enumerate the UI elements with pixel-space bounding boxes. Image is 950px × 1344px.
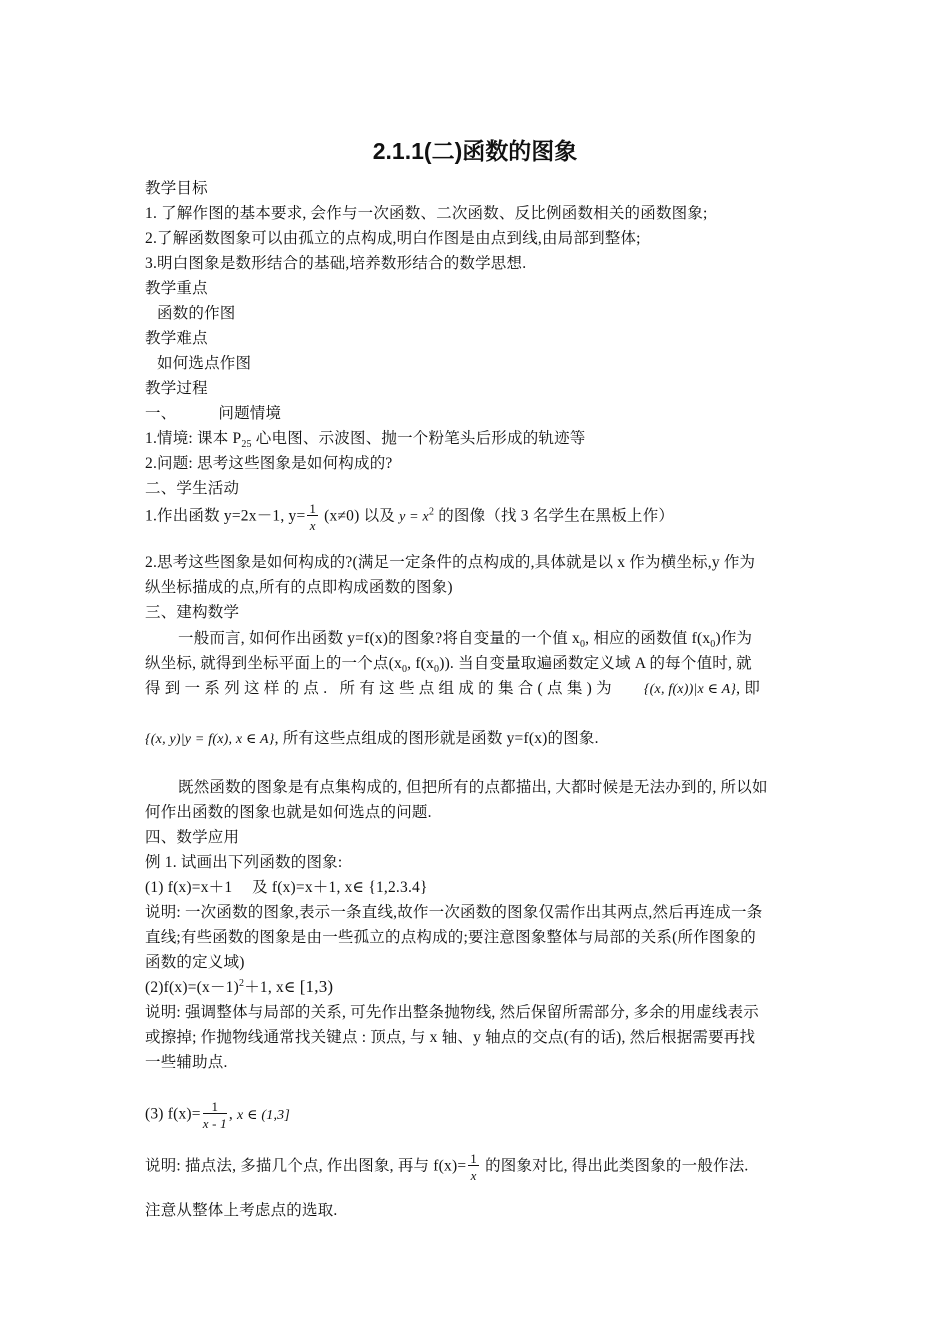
question-line: 2.问题: 思考这些图象是如何构成的?	[145, 455, 393, 472]
text-run: (3) f(x)=	[145, 1105, 201, 1123]
example-1-part-3	[145, 1100, 290, 1130]
text-run: ＋1, x∈	[244, 979, 300, 996]
construct-line-4	[145, 726, 599, 748]
numerator: 1	[211, 1099, 219, 1114]
activity-1-line	[145, 502, 674, 532]
key-point: 函数的作图	[157, 305, 236, 322]
denominator: x	[309, 518, 316, 533]
denominator: x - 1	[202, 1116, 227, 1131]
subscript: 0	[579, 639, 586, 651]
example-1-title: 例 1. 试画出下列函数的图象:	[145, 854, 343, 871]
construct-line-1	[178, 626, 752, 650]
situation-line	[145, 426, 586, 450]
section-3-heading: 三、建构数学	[145, 604, 240, 621]
text-run: )作为	[715, 630, 753, 647]
example-1-part-2	[145, 975, 333, 997]
numerator: 1	[470, 1151, 477, 1166]
fraction	[203, 1100, 227, 1130]
text-run: , 相应的函数值 f(x	[585, 630, 711, 647]
text-run: 一般而言, 如何作出函数 y=f(x)的图象?将自变量的一个值 x	[178, 630, 580, 647]
section-4-heading: 四、数学应用	[145, 829, 240, 846]
text-run: 的图像（找 3 名学生在黑板上作）	[434, 507, 675, 525]
text-run: 1.情境: 课本 P	[145, 430, 242, 447]
fraction	[307, 502, 318, 532]
subscript: 25	[241, 439, 252, 451]
section-number: 一、	[145, 405, 177, 422]
text-run: , 所有这些点组成的图形就是函数 y=f(x)的图象.	[274, 730, 599, 747]
heading-difficulties: 教学难点	[145, 330, 208, 347]
section-2-heading: 二、学生活动	[145, 480, 240, 497]
text-run: 1.作出函数 y=2x－1, y=	[145, 507, 306, 525]
heading-teaching-goals: 教学目标	[145, 180, 208, 197]
page-title: 2.1.1(二)函数的图象	[372, 138, 578, 164]
note-2-line-1: 说明: 强调整体与局部的关系, 可先作出整条抛物线, 然后保留所需部分, 多余的用虚线表示	[145, 1004, 759, 1021]
fraction	[468, 1152, 479, 1182]
heading-process: 教学过程	[145, 380, 208, 397]
set-expression: {(x, f(x))|x ∈ A}	[643, 682, 737, 697]
subscript: 0	[401, 664, 408, 676]
construct-line-2	[145, 651, 752, 675]
text-run: (x≠0) 以及	[320, 507, 400, 525]
text-run: 得到一系列这样的点. 所有这些点组成的集合(点集)为	[145, 680, 616, 697]
numerator: 1	[309, 501, 317, 516]
set-expression: {1,2.3.4}	[368, 879, 428, 896]
text-run: , 即	[736, 680, 761, 697]
difficulty: 如何选点作图	[157, 355, 252, 372]
activity-2-line-2: 纵坐标描成的点,所有的点即构成函数的图象)	[145, 579, 453, 596]
math-expression: y = x	[399, 509, 429, 525]
text-run: (2)f(x)=(x－1)	[145, 979, 239, 996]
superscript: 2	[428, 506, 435, 518]
interval-expression: x ∈ (1,3]	[237, 1107, 290, 1123]
note-1-line-1: 说明: 一次函数的图象,表示一条直线,故作一次函数的图象仅需作出其两点,然后再连成一条	[145, 904, 763, 921]
final-note: 注意从整体上考虑点的选取.	[145, 1202, 338, 1219]
goal-1: 1. 了解作图的基本要求, 会作与一次函数、二次函数、反比例函数相关的函数图象;	[145, 205, 708, 222]
text-run: 纵坐标, 就得到坐标平面上的一个点(x	[145, 655, 402, 672]
paragraph-line-1: 既然函数的图象是有点集构成的, 但把所有的点都描出, 大都时候是无法办到的, 所以如	[178, 779, 768, 796]
subscript: 0	[434, 664, 440, 676]
heading-key-points: 教学重点	[145, 280, 208, 297]
set-expression: {(x, y)|y = f(x), x ∈ A}	[145, 732, 275, 747]
text-run: 的图象对比, 得出此类图象的一般作法.	[481, 1157, 749, 1175]
text-run: 说明: 描点法, 多描几个点, 作出图象, 再与 f(x)=	[145, 1157, 467, 1175]
text-run: (1) f(x)=x＋1 及 f(x)=x＋1, x∈	[145, 879, 369, 896]
goal-3: 3.明白图象是数形结合的基础,培养数形结合的数学思想.	[145, 255, 527, 272]
superscript: 2	[238, 977, 245, 989]
goal-2: 2.了解函数图象可以由孤立的点构成,明白作图是由点到线,由局部到整体;	[145, 230, 641, 247]
denominator: x	[470, 1168, 477, 1183]
section-title: 问题情境	[218, 405, 282, 422]
text-run: )). 当自变量取遍函数定义域 A 的每个值时, 就	[439, 655, 752, 672]
paragraph-line-2: 何作出函数的图象也就是如何选点的问题.	[145, 804, 432, 821]
note-1-line-3: 函数的定义域)	[145, 954, 245, 971]
subscript: 0	[710, 639, 716, 651]
text-run: , f(x	[407, 655, 434, 672]
example-1-part-1	[145, 875, 428, 897]
note-2-line-3: 一些辅助点.	[145, 1054, 228, 1071]
interval-expression: [1,3)	[299, 977, 334, 996]
activity-2-line-1: 2.思考这些图象是如何构成的?(满足一定条件的点构成的,具体就是以 x 作为横坐标,y 作为	[145, 554, 756, 571]
text-run: ,	[228, 1105, 237, 1123]
note-2-line-2: 或擦掉; 作抛物线通常找关键点 : 顶点, 与 x 轴、y 轴点的交点(有的话), 然后根据需要再找	[145, 1029, 756, 1046]
construct-line-3	[145, 676, 760, 698]
note-3-line	[145, 1152, 749, 1182]
note-1-line-2: 直线;有些函数的图象是由一些孤立的点构成的;要注意图象整体与局部的关系(所作图象的	[145, 929, 756, 946]
text-run: 心电图、示波图、抛一个粉笔头后形成的轨迹等	[251, 430, 586, 447]
section-1-heading	[145, 401, 281, 423]
